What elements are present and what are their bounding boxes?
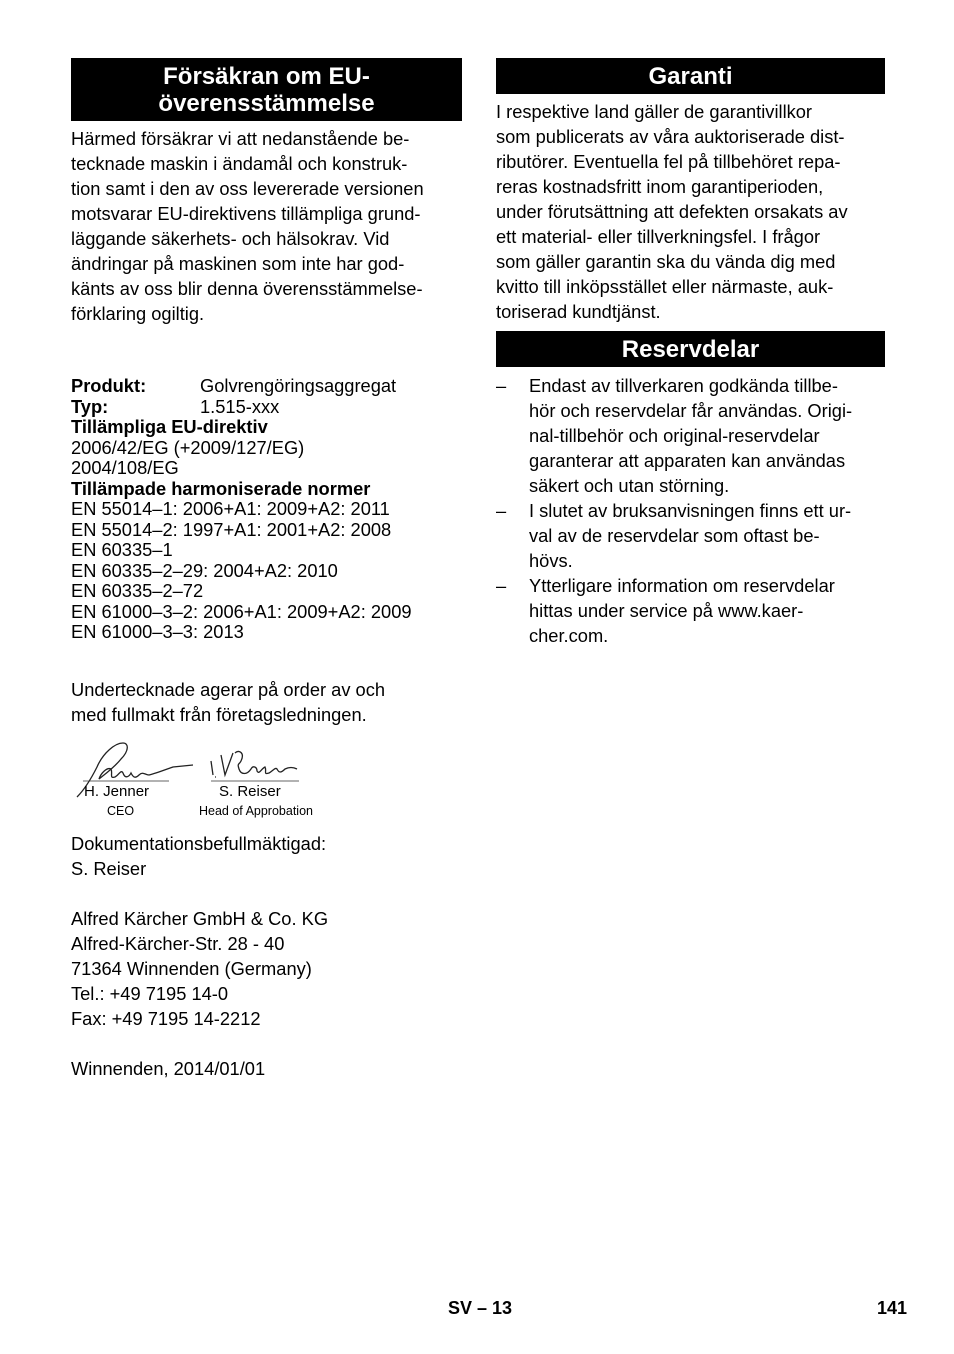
directive-item: 2006/42/EG (+2009/127/EG) [71,436,305,458]
heading-line: Försäkran om EU- [163,63,370,90]
warranty-heading [496,58,885,94]
text-line: toriserad kundtjänst. [496,301,661,322]
text-line: förklaring ogiltig. [71,303,205,324]
text-line: som publicerats av våra auktoriserade dist- [496,126,845,147]
text-line: Fax: +49 7195 14-2212 [71,1007,261,1029]
text-line: 71364 Winnenden (Germany) [71,957,312,979]
text-line: I respektive land gäller de garantivillkor [496,101,813,122]
text-line: kvitto till inköpsstället eller närmaste, auk- [496,276,834,297]
text-line: Ytterligare information om reservdelar [529,575,835,596]
type-label: Typ: [71,395,109,417]
directive-item: 2004/108/EG [71,457,179,478]
dash-bullet: – [496,575,507,596]
text-line: ändringar på maskinen som inte har god- [71,253,405,274]
product-label: Produkt: [71,375,147,396]
text-line: Tel.: +49 7195 14-0 [71,982,229,1004]
text-line: hövs. [529,550,573,571]
directives-heading: Tillämpliga EU-direktiv [71,416,268,437]
spare-parts-list [496,373,885,648]
text-line: säkert och utan störning. [529,475,730,496]
text-line: Alfred Kärcher GmbH & Co. KG [71,907,329,929]
text-line: ett material- eller tillverkningsfel. I frågor [496,226,821,247]
text-line: I slutet av bruksanvisningen finns ett ur- [529,500,852,521]
text-line: val av de reservdelar som oftast be- [529,525,820,546]
right-column [496,58,885,648]
text-line: Endast av tillverkaren godkända tillbe- [529,375,838,396]
page-number: 141 [877,1298,908,1318]
text-line: ributörer. Eventuella fel på tillbehöret repa- [496,151,841,172]
heading-line: Garanti [648,63,733,90]
text-line: S. Reiser [71,857,147,879]
standard-item: EN 60335–2–29: 2004+A2: 2010 [71,559,338,581]
standard-item: EN 60335–1 [71,539,173,560]
signatory-role: CEO [107,803,135,818]
text-line: hittas under service på www.kaer- [529,600,804,621]
heading-line: Reservdelar [621,336,760,363]
standards-heading: Tillämpade harmoniserade normer [71,477,371,499]
text-line: tecknade maskin i ändamål och konstruk- [71,153,408,174]
text-line: motsvarar EU-direktivens tillämpliga grund- [71,203,421,224]
text-line: under förutsättning att defekten orsakats av [496,201,848,222]
signatory-name: S. Reiser [219,782,281,800]
list-item [496,373,885,498]
text-line: Alfred-Kärcher-Str. 28 - 40 [71,932,285,954]
type-row [71,397,462,418]
declaration-heading [71,58,462,121]
text-line: garanterar att apparaten kan användas [529,450,846,471]
text-line: känts av oss blir denna överensstämmelse- [71,278,423,299]
signature-block [71,739,462,831]
signed-statement [71,677,462,727]
standard-item: EN 55014–2: 1997+A1: 2001+A2: 2008 [71,518,392,540]
text-line: Härmed försäkrar vi att nedanstående be- [71,128,410,149]
signatory-role: Head of Approbation [199,803,313,818]
text-line: hör och reservdelar får användas. Origi- [529,400,853,421]
text-line: som gäller garantin ska du vända dig med [496,251,836,272]
text-line: Dokumentationsbefullmäktigad: [71,832,327,854]
place-date [71,1056,462,1081]
signatory-name: H. Jenner [84,782,150,800]
standard-item: EN 61000–3–2: 2006+A1: 2009+A2: 2009 [71,600,412,622]
text-line: tion samt i den av oss levererade versionen [71,178,424,199]
company-address [71,906,462,1031]
text-line: reras kostnadsfritt inom garantiperioden, [496,176,824,197]
text-line: Undertecknade agerar på order av och [71,678,386,700]
list-item [496,573,885,648]
text-line: med fullmakt från företagsledningen. [71,703,367,725]
type-value: 1.515-xxx [200,395,280,417]
warranty-text [496,99,885,324]
heading-line: överensstämmelse [158,90,375,117]
left-column [71,58,462,1081]
dash-bullet: – [496,500,507,521]
text-line: cher.com. [529,625,609,646]
section-page-label: SV – 13 [448,1298,513,1318]
text-line: Winnenden, 2014/01/01 [71,1057,266,1079]
spare-parts-heading [496,331,885,367]
product-spec [71,376,462,643]
text-line: läggande säkerhets- och hälsokrav. Vid [71,228,390,249]
standard-item: EN 61000–3–3: 2013 [71,621,244,642]
documentation-authority [71,831,462,881]
text-line: nal-tillbehör och original-reservdelar [529,425,820,446]
standard-item: EN 60335–2–72 [71,580,204,601]
standard-item: EN 55014–1: 2006+A1: 2009+A2: 2011 [71,498,390,519]
product-row [71,376,462,397]
list-item [496,498,885,573]
dash-bullet: – [496,375,507,396]
product-value: Golvrengöringsaggregat [200,375,397,396]
declaration-intro [71,126,462,326]
